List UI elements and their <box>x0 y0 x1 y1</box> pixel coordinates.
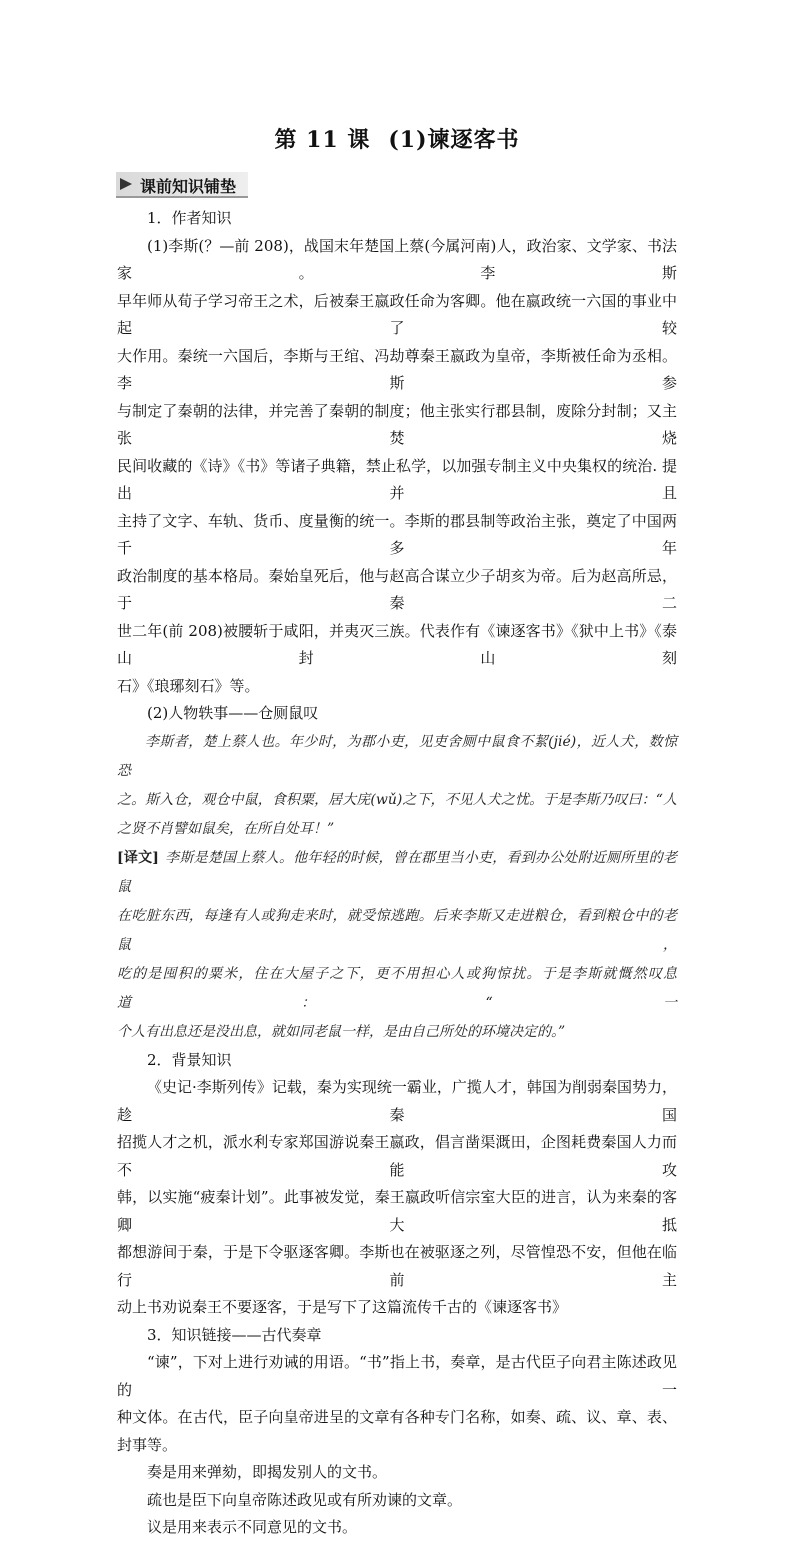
translation-line: 在吃脏东西，每逢有人或狗走来时，就受惊逃跑。后来李斯又走进粮仓，看到粮仓中的老鼠， <box>117 907 677 953</box>
yi-definition: 议是用来表示不同意见的文书。 <box>147 1518 358 1536</box>
author-heading: 1．作者知识 <box>147 209 232 227</box>
author-p1-line: 大作用。秦统一六国后，李斯与王绾、冯劫尊秦王嬴政为皇帝，李斯被任命为丞相。李斯参 <box>117 346 677 392</box>
links-line: “谏”，下对上进行劝诫的用语。“书”指上书，奏章，是古代臣子向君主陈述政见的一 <box>117 1353 677 1399</box>
zou-definition: 奏是用来弹劾，即揭发别人的文书。 <box>147 1463 388 1481</box>
author-p1-line: 石》《琅琊刻石》等。 <box>117 676 260 695</box>
author-p1-line: 主持了文字、车轨、货币、度量衡的统一。李斯的郡县制等政治主张，奠定了中国两千多年 <box>117 511 677 557</box>
links-heading: 3．知识链接——古代奏章 <box>147 1325 322 1344</box>
shu-definition: 疏也是臣下向皇帝陈述政见或有所劝谏的文章。 <box>147 1490 463 1509</box>
author-p1-line: 民间收藏的《诗》《书》等诸子典籍，禁止私学，以加强专制主义中央集权的统治. 提出并且 <box>117 456 677 502</box>
translation-line: 吃的是囤积的粟米，住在大屋子之下，更不用担心人或狗惊扰。于是李斯就慨然叹息道：“一 <box>117 965 677 1011</box>
background-line: 都想游间于秦，于是下令驱逐客卿。李斯也在被驱逐之列，尽管惶恐不安，但他在临行前主 <box>117 1243 677 1289</box>
section-label: 课前知识铺垫 <box>140 177 237 196</box>
author-p1-line: 政治制度的基本格局。秦始皇死后，他与赵高合谋立少子胡亥为帝。后为赵高所忌，于秦二 <box>117 566 677 612</box>
background-line: 《史记·李斯列传》记载，秦为实现统一霸业，广揽人才，韩国为削弱秦国势力，趁秦国 <box>117 1078 677 1124</box>
author-p1-line: 早年师从荀子学习帝王之术，后被秦王嬴政任命为客卿。他在嬴政统一六国的事业中起了较 <box>117 291 677 337</box>
story-heading: (2)人物轶事——仓厕鼠叹 <box>147 704 319 722</box>
translation-text: 李斯是楚国上蔡人。他年轻的时候，曾在郡里当小吏，看到办公处附近厕所里的老鼠 <box>117 849 677 895</box>
author-p1-line: 世二年(前 208)被腰斩于咸阳，并夷灭三族。代表作有《谏逐客书》《狱中上书》《泰山封山刻 <box>117 621 677 667</box>
story-line: 李斯者，楚上蔡人也。年少时，为郡小吏，见吏舍厕中鼠食不絜(jié)，近人犬，数惊恐 <box>117 733 677 779</box>
page-title <box>0 123 794 154</box>
section-banner <box>116 172 248 198</box>
background-line: 韩，以实施“疲秦计划”。此事被发觉，秦王嬴政听信宗室大臣的进言，认为来秦的客卿大抵 <box>117 1188 677 1234</box>
lesson-title: (1)谏逐客书 <box>388 127 520 153</box>
translation-tag: [译文] <box>117 849 159 866</box>
background-heading: 2．背景知识 <box>147 1050 232 1069</box>
links-line: 种文体。在古代，臣子向皇帝进呈的文章有各种专门名称，如奏、疏、议、章、表、封事等。 <box>117 1408 677 1454</box>
lesson-number: 第 11 课 <box>274 127 371 153</box>
story-block <box>117 728 677 1047</box>
translation-line <box>117 844 677 902</box>
arrow-icon <box>120 178 132 190</box>
author-p1-line: (1)李斯(？—前 208)，战国末年楚国上蔡(今属河南)人，政治家、文学家、书法家。李斯 <box>117 236 677 282</box>
translation-line: 个人有出息还是没出息，就如同老鼠一样，是由自己所处的环境决定的。” <box>117 1023 566 1040</box>
author-p1-line: 与制定了秦朝的法律，并完善了秦朝的制度；他主张实行郡县制，废除分封制；又主张焚烧 <box>117 401 677 447</box>
article-body <box>117 205 677 1542</box>
story-line: 之贤不肖譬如鼠矣，在所自处耳！” <box>117 820 335 837</box>
background-line: 招揽人才之机，派水利专家郑国游说秦王嬴政，倡言凿渠溉田，企图耗费秦国人力而不能攻 <box>117 1133 677 1179</box>
story-line: 之。斯入仓，观仓中鼠，食积粟，居大庑(wǔ)之下，不见人犬之忧。于是李斯乃叹曰：“人 <box>117 791 677 808</box>
background-line: 动上书劝说秦王不要逐客，于是写下了这篇流传千古的《谏逐客书》 <box>117 1298 568 1316</box>
